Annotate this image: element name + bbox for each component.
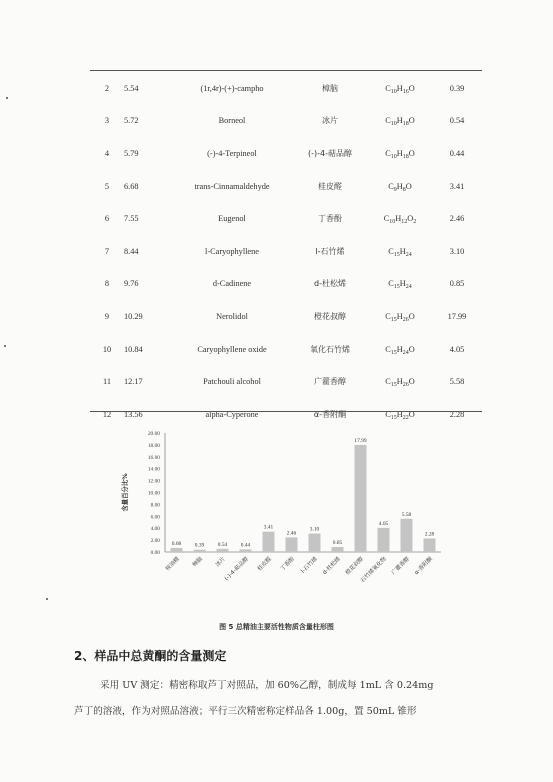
- cell-content: 17.99: [447, 311, 467, 321]
- y-tick-label: 4.00: [150, 526, 160, 533]
- cell-en: Nerolidol: [216, 311, 248, 321]
- data-label: 5.58: [401, 511, 412, 518]
- bar: [424, 538, 436, 552]
- cell-formula: [368, 235, 432, 268]
- cell-cn: 冰片: [322, 116, 338, 126]
- cell-en: alpha-Cyperone: [205, 409, 259, 419]
- cell-en: Caryophyllene oxide: [197, 344, 267, 354]
- formula-subscript: 26: [402, 382, 409, 389]
- formula-subscript: 15: [390, 349, 397, 356]
- bar: [263, 532, 275, 552]
- formula-subscript: 10: [390, 153, 397, 160]
- y-tick-label: 8.00: [150, 502, 160, 509]
- compound-table-body: [90, 72, 482, 431]
- data-label: 2.46: [286, 530, 297, 537]
- cell-no: 10: [102, 344, 112, 354]
- y-tick-label: 18.00: [147, 442, 160, 449]
- cell-time: 13.56: [124, 409, 143, 419]
- cell-content: 3.41: [449, 181, 465, 191]
- cell-content: 2.46: [449, 214, 465, 224]
- formula-subscript: 9: [393, 186, 397, 193]
- table-row: [90, 137, 482, 170]
- table-row: [90, 268, 482, 301]
- scan-mark: [6, 97, 8, 99]
- formula-element: C: [385, 409, 391, 419]
- cell-cn: 广藿香醇: [314, 377, 346, 387]
- formula-element: H: [396, 148, 403, 158]
- formula-element: C: [385, 116, 391, 126]
- cell-formula: [368, 365, 432, 398]
- formula-subscript: 16: [402, 88, 409, 95]
- scan-mark: [46, 598, 48, 600]
- section-heading: 2、样品中总黄酮的含量测定: [74, 649, 227, 663]
- formula-subscript: 8: [402, 186, 406, 193]
- cell-formula: [368, 202, 432, 235]
- formula-subscript: 15: [390, 382, 397, 389]
- cell-time: 5.54: [124, 83, 139, 93]
- formula-element: H: [396, 311, 403, 321]
- table-row: [90, 202, 482, 235]
- y-tick-label: 10.00: [147, 490, 160, 497]
- formula-element: O: [405, 181, 412, 191]
- cell-no: 7: [104, 246, 110, 256]
- x-tick-label: (-)-4-萜品醇: [223, 556, 250, 583]
- formula-subscript: 18: [402, 153, 409, 160]
- formula-element: H: [395, 214, 402, 224]
- y-axis-label: 含量百分比%: [121, 473, 129, 512]
- cell-no: 5: [104, 181, 110, 191]
- cell-no: 8: [104, 279, 110, 289]
- y-tick-label: 2.00: [150, 538, 160, 545]
- cell-cn: 丁香酚: [318, 214, 342, 224]
- formula-subscript: 10: [390, 88, 397, 95]
- cell-time: 9.76: [124, 279, 139, 289]
- cell-time: 10.84: [124, 344, 143, 354]
- formula-element: H: [396, 116, 403, 126]
- x-tick-label: 广藿香醇: [390, 556, 411, 577]
- figure-caption: 图 5 总精油主要活性物质含量柱形图: [219, 623, 334, 631]
- formula-subscript: 18: [402, 121, 409, 128]
- cell-time: 10.29: [124, 311, 143, 321]
- cell-cn: d-杜松烯: [314, 279, 346, 289]
- cell-cn: 樟脑: [322, 83, 338, 93]
- formula-element: C: [385, 148, 391, 158]
- data-label: 17.99: [354, 437, 367, 444]
- cell-cn: 橙花叔醇: [314, 311, 346, 321]
- cell-time: 7.55: [124, 214, 139, 224]
- formula-subscript: 10: [390, 121, 397, 128]
- cell-cn: α-香附酮: [313, 409, 347, 419]
- data-label: 0.54: [217, 541, 228, 548]
- formula-element: H: [396, 409, 403, 419]
- data-label: 0.39: [194, 542, 205, 549]
- cell-content: 3.10: [449, 246, 465, 256]
- formula-subscript: 15: [393, 284, 400, 291]
- cell-time: 8.44: [124, 246, 139, 256]
- cell-en: l-Caryophyllene: [205, 246, 259, 256]
- cell-cn: 氧化石竹烯: [310, 344, 350, 354]
- cell-time: 5.72: [124, 116, 139, 126]
- cell-content: 0.44: [449, 148, 465, 158]
- cell-en: (1r,4r)-(+)-campho: [200, 83, 264, 93]
- cell-no: 2: [104, 83, 110, 93]
- x-tick-label: 冰片: [214, 556, 227, 569]
- formula-element: O: [408, 344, 415, 354]
- table-top-rule: [90, 70, 482, 71]
- compound-table: [90, 72, 482, 431]
- data-label: 0.68: [171, 540, 182, 547]
- cell-cn: 桂皮醛: [318, 181, 342, 191]
- x-tick-label: 桂皮醛: [256, 556, 273, 573]
- scan-mark: [4, 345, 6, 347]
- bar: [217, 549, 229, 552]
- table-row: [90, 300, 482, 333]
- formula-element: O: [407, 214, 414, 224]
- y-tick-label: 6.00: [150, 514, 160, 521]
- x-tick-label: 樟脑: [191, 556, 204, 569]
- formula-subscript: 10: [389, 219, 396, 226]
- cell-content: 2.28: [449, 409, 465, 419]
- formula-element: O: [408, 148, 415, 158]
- cell-no: 6: [104, 214, 110, 224]
- formula-element: C: [388, 279, 394, 289]
- formula-element: C: [388, 246, 394, 256]
- x-tick-label: 桉油精: [164, 556, 181, 573]
- bar: [194, 550, 206, 552]
- bar: [286, 537, 298, 552]
- cell-en: d-Cadinene: [212, 279, 252, 289]
- cell-en: Borneol: [218, 116, 246, 126]
- table-row: [90, 170, 482, 203]
- table-row: [90, 365, 482, 398]
- bar: [401, 519, 413, 552]
- cell-formula: [368, 170, 432, 203]
- cell-content: 4.05: [449, 344, 465, 354]
- y-tick-label: 14.00: [147, 466, 160, 473]
- cell-no: 4: [104, 148, 110, 158]
- table-bottom-rule: [90, 411, 482, 412]
- y-tick-label: 12.00: [147, 478, 160, 485]
- cell-no: 9: [104, 311, 110, 321]
- formula-element: H: [396, 181, 403, 191]
- table-row: [90, 333, 482, 366]
- formula-element: O: [408, 83, 415, 93]
- data-label: 3.10: [309, 526, 320, 533]
- formula-element: H: [399, 246, 406, 256]
- cell-en: Patchouli alcohol: [203, 377, 261, 387]
- paragraph-line-1: 采用 UV 测定：精密称取芦丁对照品，加 60%乙醇，制成每 1mL 含 0.24mg: [100, 680, 434, 691]
- bar: [378, 528, 390, 552]
- bar-chart: [108, 425, 458, 615]
- cell-formula: [368, 333, 432, 366]
- x-tick-label: 石竹烯氧化物: [359, 556, 388, 585]
- bar: [171, 548, 183, 552]
- formula-element: O: [408, 311, 415, 321]
- cell-content: 0.39: [449, 83, 465, 93]
- bar: [309, 534, 321, 552]
- cell-content: 0.54: [449, 116, 465, 126]
- formula-subscript: 24: [405, 284, 412, 291]
- cell-content: 0.85: [449, 279, 465, 289]
- formula-element: C: [383, 214, 390, 224]
- cell-en: Eugenol: [218, 214, 246, 224]
- formula-subscript: 22: [402, 414, 409, 421]
- formula-subscript: 24: [402, 349, 409, 356]
- formula-element: O: [408, 377, 415, 387]
- cell-cn: (-)-4-萜品醇: [308, 148, 352, 158]
- formula-element: C: [385, 344, 391, 354]
- table-row: [90, 235, 482, 268]
- formula-element: O: [408, 116, 415, 126]
- cell-en: trans-Cinnamaldehyde: [194, 181, 270, 191]
- cell-cn: l-石竹烯: [315, 246, 345, 256]
- x-tick-label: 橙花叔醇: [344, 556, 365, 577]
- formula-subscript: 24: [405, 251, 412, 258]
- cell-time: 5.79: [124, 148, 139, 158]
- data-label: 4.05: [378, 520, 389, 527]
- formula-element: C: [385, 83, 391, 93]
- bar: [332, 547, 344, 552]
- formula-subscript: 12: [401, 219, 408, 226]
- cell-no: 3: [104, 116, 110, 126]
- formula-element: C: [385, 377, 391, 387]
- data-label: 0.44: [240, 542, 251, 549]
- bar: [355, 445, 367, 552]
- y-tick-label: 16.00: [147, 454, 160, 461]
- formula-subscript: 15: [390, 414, 397, 421]
- y-tick-label: 0.00: [150, 550, 160, 556]
- cell-time: 12.17: [124, 377, 143, 387]
- x-tick-label: 丁香酚: [279, 556, 296, 573]
- table-row: [90, 72, 482, 105]
- bar: [240, 549, 252, 552]
- x-tick-label: l-石竹烯: [300, 556, 319, 575]
- cell-formula: [368, 105, 432, 138]
- cell-time: 6.68: [124, 181, 139, 191]
- formula-element: H: [396, 83, 403, 93]
- cell-formula: [368, 137, 432, 170]
- formula-element: C: [388, 181, 394, 191]
- formula-element: H: [396, 344, 403, 354]
- formula-subscript: 2: [413, 219, 417, 226]
- formula-subscript: 15: [390, 316, 397, 323]
- data-label: 3.41: [263, 524, 274, 531]
- cell-formula: [368, 300, 432, 333]
- cell-content: 5.58: [449, 377, 465, 387]
- data-label: 2.28: [424, 531, 435, 538]
- formula-element: H: [396, 377, 403, 387]
- formula-subscript: 26: [402, 316, 409, 323]
- cell-formula: [368, 268, 432, 301]
- x-tick-label: d-杜松烯: [321, 556, 342, 577]
- cell-formula: [368, 72, 432, 105]
- formula-subscript: 15: [393, 251, 400, 258]
- formula-element: O: [408, 409, 415, 419]
- cell-no: 12: [102, 409, 112, 419]
- table-row: [90, 105, 482, 138]
- formula-element: C: [385, 311, 391, 321]
- formula-element: H: [399, 279, 406, 289]
- x-tick-label: α-香附酮: [413, 556, 434, 577]
- cell-en: (-)-4-Terpineol: [207, 148, 257, 158]
- paragraph-line-2: 芦丁的溶液，作为对照品溶液；平行三次精密称定样品各 1.00g，置 50mL 锥形: [74, 706, 417, 717]
- y-tick-label: 20.00: [147, 431, 160, 437]
- data-label: 0.85: [332, 539, 343, 546]
- cell-no: 11: [103, 377, 111, 387]
